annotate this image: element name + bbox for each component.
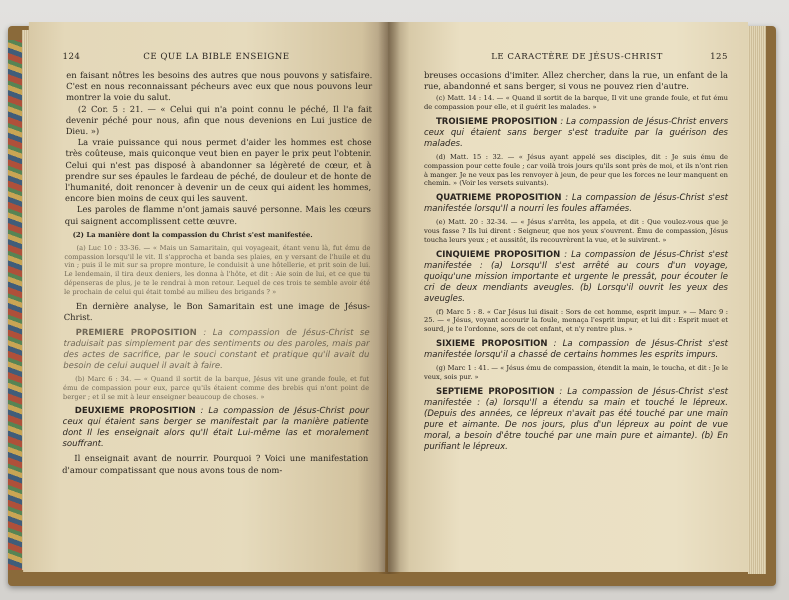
proposition-text: : La compassion de Jésus-Christ se traduisait pas simplement par des sentiments ou des paroles, mais par des actes de sacrifice, par le souci constant et pratique qu'il avait du besoin de celui auquel il avait à faire. <box>63 328 370 372</box>
proposition-label: SEPTIEME PROPOSITION <box>436 386 555 397</box>
left-page <box>23 22 391 572</box>
proposition-text: : La compassion de Jésus-Christ s'est manifestée : (a) lorsqu'Il a étendu sa main et touché le lépreux. (Depuis des années, ce lépreux n'avait pas été touché par une main pure et aimante. De nos jours, plus d'un lépreux au point de vue moral, a besoin d'être touché par une main pure et aimante). (b) En purifiant le lépreux. <box>424 386 729 452</box>
scripture-quote: (f) Marc 5 : 8. « Car Jésus lui disait : Sors de cet homme, esprit impur. » — Marc 9 : 25. — « Jésus, voyant accourir la foule, menaça l'esprit impur, et lui dit : Esprit muet et sourd, je te l'ordonne, sors de cet enfant, et n'y rentre plus. » <box>424 307 728 334</box>
proposition-label: SIXIEME PROPOSITION <box>436 338 548 349</box>
book-gutter <box>378 22 400 574</box>
paragraph: Il enseignait avant de nourrir. Pourquoi ? Voici une manifestation d'amour compatissant que nous avons tous de nom- <box>62 453 369 475</box>
proposition-text: : La compassion de Jésus-Christ pour ceux qui étaient sans berger se manifestait par la manière patiente dont Il les enseignait alors qu'Il était Lui-même las et moralement souffrant. <box>62 406 369 450</box>
scripture-quote: (a) Luc 10 : 33-36. — « Mais un Samaritain, qui voyageait, étant venu là, fut ému de compassion lorsqu'il le vit. Il s'approcha et banda ses plaies, en y versant de l'huile et du vin ; puis il le mit sur sa propre monture, le conduisit à une hôtellerie, et prit soin de lui. Le lendemain, il tira deux deniers, les donna à l'hôte, et dit : Aie soin de lui, et ce que tu dépenseras de plus, je te le rendrai à mon retour. Lequel de ces trois te semble avoir été le prochain de celui qui était tombé au milieu des brigands ? » <box>64 243 371 296</box>
proposition-label: DEUXIEME PROPOSITION <box>74 406 196 417</box>
paragraph: breuses occasions d'imiter. Allez chercher, dans la rue, un enfant de la rue, abandonné et sans berger, si vous ne pouvez rien d'autre. <box>424 70 728 92</box>
paragraph: La vraie puissance qui nous permet d'aider les hommes est chose très coûteuse, mais quiconque veut bien en payer le prix peut l'obtenir. Celui qui n'est pas disposé à abandonner sa légèreté de cœur, et à prendre sur ses épaules le fardeau de péché, de douleur et de honte de l'humanité, doit renoncer à devenir un de ceux qui aident les hommes, encore bien moins de ceux qui les sauvent. <box>64 137 372 204</box>
right-page-edges <box>748 26 766 574</box>
left-page-header <box>62 52 372 62</box>
scripture-quote: (e) Matt. 20 : 32-34. — « Jésus s'arrêta, les appela, et dit : Que voulez-vous que je vous fasse ? Ils lui dirent : Seigneur, que nos yeux s'ouvrent. Ému de compassion, Jésus toucha leurs yeux ; et aussitôt, ils recouvrèrent la vue, et le suivirent. » <box>424 218 728 244</box>
proposition-text: : La compassion de Jésus-Christ s'est manifestée : (a) Lorsqu'Il s'est arrêté au cours d'un voyage, quoiqu'une mission importante et urgente le pressât, pour écouter le cri de deux mendiants aveugles. (b) Lorsqu'il ouvrit les yeux des aveugles. <box>424 249 728 304</box>
proposition <box>62 406 368 450</box>
proposition <box>424 117 728 150</box>
proposition <box>424 339 728 361</box>
scripture-quote: (b) Marc 6 : 34. — « Quand il sortit de la barque, Jésus vit une grande foule, et fut ému de compassion pour eux, parce qu'ils étaient comme des brebis qui n'ont point de berger ; et il se mit à leur enseigner beaucoup de choses. » <box>62 375 370 401</box>
page-number: 125 <box>710 52 728 62</box>
proposition-text: : La compassion de Jésus-Christ s'est manifestée lorsqu'Il a nourri les foules affamées. <box>424 193 728 215</box>
scripture-quote: (d) Matt. 15 : 32. — « Jésus ayant appelé ses disciples, dit : Je suis ému de compassion pour cette foule ; car voilà trois jours qu'ils sont près de moi, et ils n'ont rien à manger. Je ne veux pas les renvoyer à jeun, de peur que les forces ne leur manquent en chemin. » (Voir les versets suivants). <box>424 153 728 188</box>
paragraph: Les paroles de flamme n'ont jamais sauvé personne. Mais les cœurs qui saignent accomplissent cette œuvre. <box>64 204 371 226</box>
scripture-quote: (g) Marc 1 : 41. — « Jésus ému de compassion, étendit la main, le toucha, et dit : Je le veux, sois pur. » <box>424 363 728 381</box>
running-head: CE QUE LA BIBLE ENSEIGNE <box>143 52 290 62</box>
proposition <box>424 250 728 305</box>
proposition-label: TROISIEME PROPOSITION <box>436 117 558 127</box>
proposition-label: CINQUIEME PROPOSITION <box>436 249 561 260</box>
proposition <box>424 193 728 215</box>
proposition <box>63 328 369 372</box>
right-page <box>388 22 748 572</box>
proposition-text: : La compassion de Jésus-Christ envers ceux qui étaient sans berger s'est traduite par la guérison des malades. <box>424 117 729 149</box>
page-number: 124 <box>62 52 81 62</box>
paragraph: (2 Cor. 5 : 21. — « Celui qui n'a point connu le péché, Il l'a fait devenir péché pour nous, afin que nous devenions en Lui justice de Dieu. ») <box>65 103 373 137</box>
paragraph: en faisant nôtres les besoins des autres que nous pouvons y satisfaire. C'est en nous reconnaissant pécheurs avec eux que nous pouvons leur montrer la voie du salut. <box>66 70 373 103</box>
right-page-header <box>424 52 728 62</box>
paragraph: En dernière analyse, le Bon Samaritain est une image de Jésus-Christ. <box>63 300 370 322</box>
proposition-text: : La compassion de Jésus-Christ s'est manifestée lorsqu'il a chassé de certains hommes les esprits impurs. <box>424 338 728 360</box>
running-head: LE CARACTÈRE DE JÉSUS-CHRIST <box>491 52 663 62</box>
scripture-quote: (c) Matt. 14 : 14. — « Quand il sortit de la barque, Il vit une grande foule, et fut ému de compassion pour elle, et il guérit les malades. » <box>424 94 728 112</box>
proposition-label: PREMIERE PROPOSITION <box>75 328 197 339</box>
proposition <box>424 387 728 453</box>
section-heading: (2) La manière dont la compassion du Christ s'est manifestée. <box>72 230 313 239</box>
proposition-label: QUATRIEME PROPOSITION <box>436 193 562 204</box>
